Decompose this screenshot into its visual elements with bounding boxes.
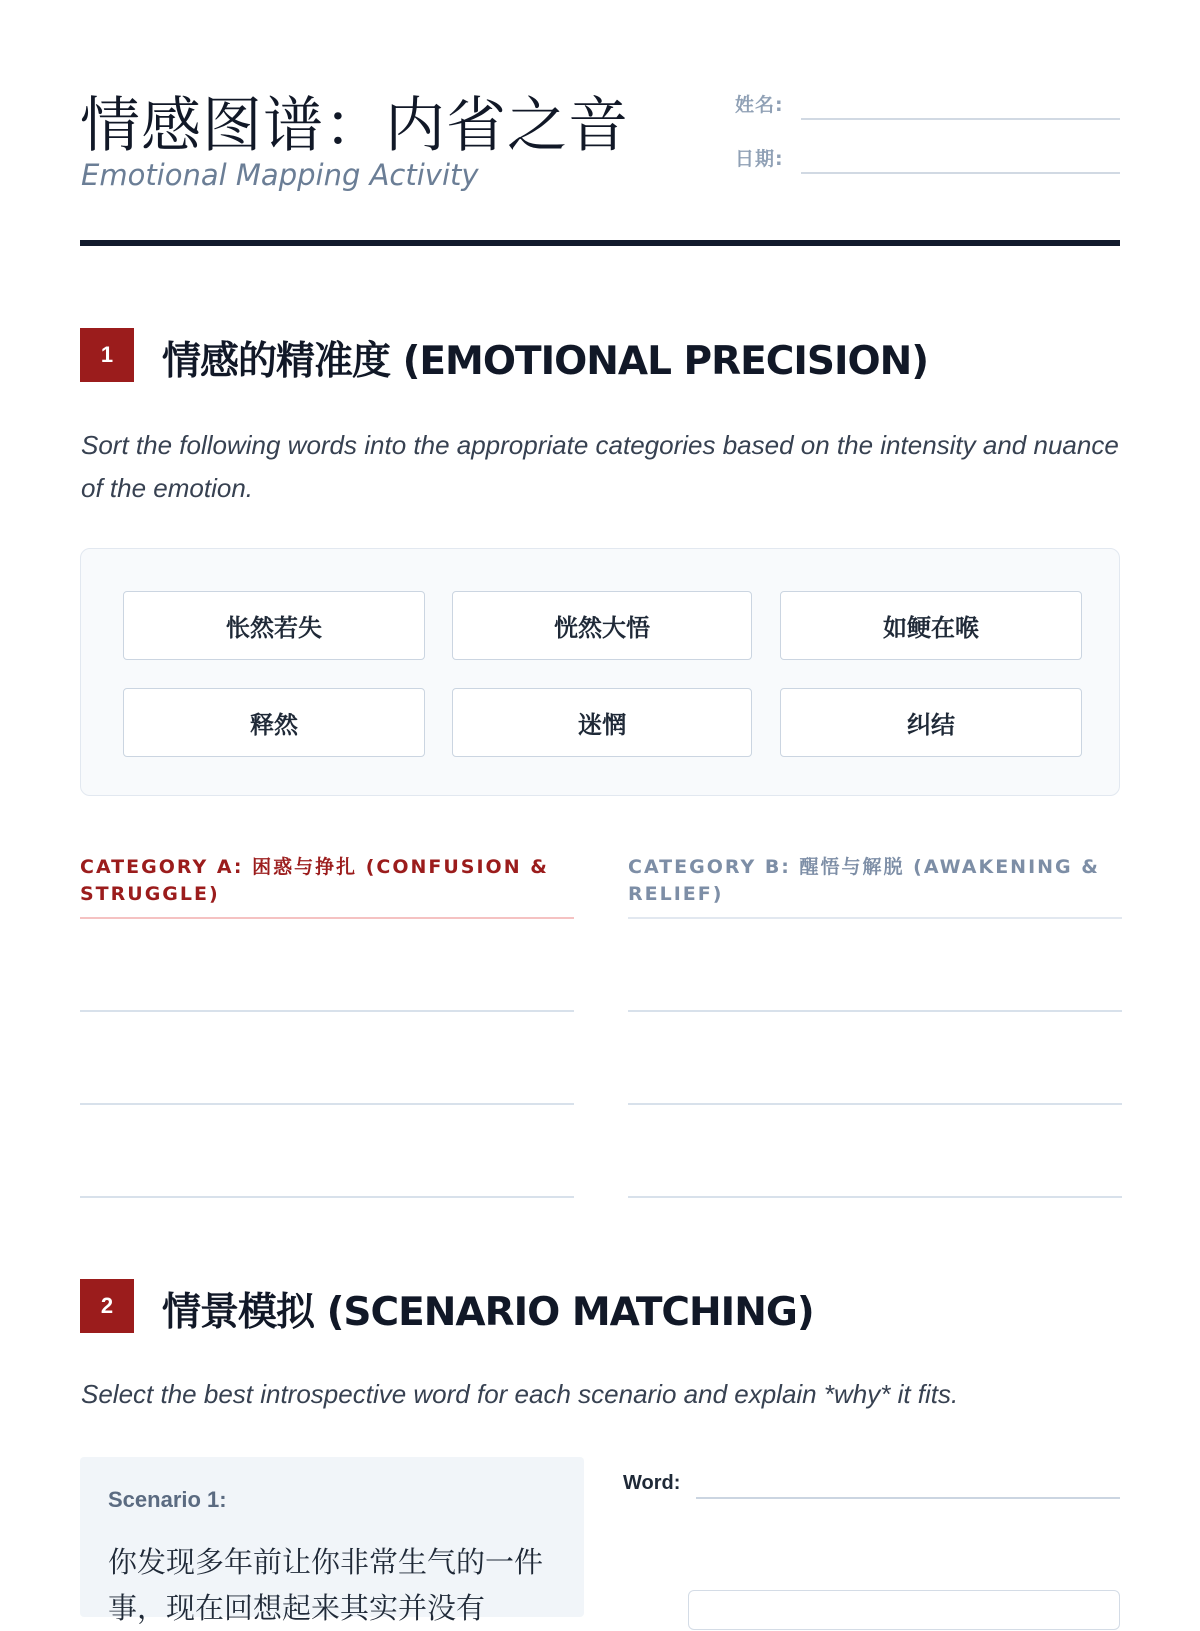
word-chip-3[interactable]: 如鲠在喉	[780, 591, 1082, 660]
section-1-title: 情感的精准度 (EMOTIONAL PRECISION)	[162, 339, 929, 384]
page-subtitle: Emotional Mapping Activity	[81, 158, 479, 192]
name-field-row	[735, 86, 1120, 120]
category-a-answer-line[interactable]	[80, 1103, 574, 1105]
section-2-instruction: Select the best introspective word for each scenario and explain *why* it fits.	[81, 1379, 959, 1409]
category-b-heading: CATEGORY B: 醒悟与解脱 (AWAKENING & RELIEF)	[628, 856, 1100, 905]
header-divider	[80, 240, 1120, 246]
category-b-answer-line[interactable]	[628, 1103, 1122, 1105]
name-input-line[interactable]	[801, 118, 1120, 120]
date-input-line[interactable]	[801, 172, 1120, 174]
word-chip-4[interactable]: 释然	[123, 688, 425, 757]
word-chip-5[interactable]: 迷惘	[452, 688, 752, 757]
name-label: 姓名:	[735, 94, 784, 116]
scenario-1-card	[80, 1457, 584, 1625]
word-chip-1[interactable]: 怅然若失	[123, 591, 425, 660]
page-title: 情感图谱：内省之音	[80, 91, 629, 161]
scenario-1-text: 你发现多年前让你非常生气的一件事，现在回想起来其实并没有	[108, 1545, 544, 1625]
section-1-number-badge: 1	[80, 328, 134, 382]
section-2-number-badge: 2	[80, 1279, 134, 1333]
category-a-answer-line[interactable]	[80, 1196, 574, 1198]
section-2-title: 情景模拟 (SCENARIO MATCHING)	[162, 1290, 814, 1335]
word-answer-line[interactable]	[696, 1497, 1120, 1499]
category-b-underline	[628, 917, 1122, 919]
scenario-1-label: Scenario 1:	[108, 1487, 227, 1512]
word-chip-2[interactable]: 恍然大悟	[452, 591, 752, 660]
category-a-underline	[80, 917, 574, 919]
word-label: Word:	[623, 1472, 681, 1494]
word-chip-6[interactable]: 纠结	[780, 688, 1082, 757]
category-a-answer-line[interactable]	[80, 1010, 574, 1012]
category-a-heading: CATEGORY A: 困惑与挣扎 (CONFUSION & STRUGGLE)	[80, 856, 549, 905]
category-b-answer-line[interactable]	[628, 1010, 1122, 1012]
word-bank	[80, 548, 1120, 796]
explanation-box[interactable]	[688, 1590, 1120, 1630]
section-1-instruction: Sort the following words into the appropriate categories based on the intensity and nuance of the emotion.	[81, 430, 1119, 503]
date-label: 日期:	[735, 148, 784, 170]
category-b-answer-line[interactable]	[628, 1196, 1122, 1198]
date-field-row	[735, 140, 1120, 174]
